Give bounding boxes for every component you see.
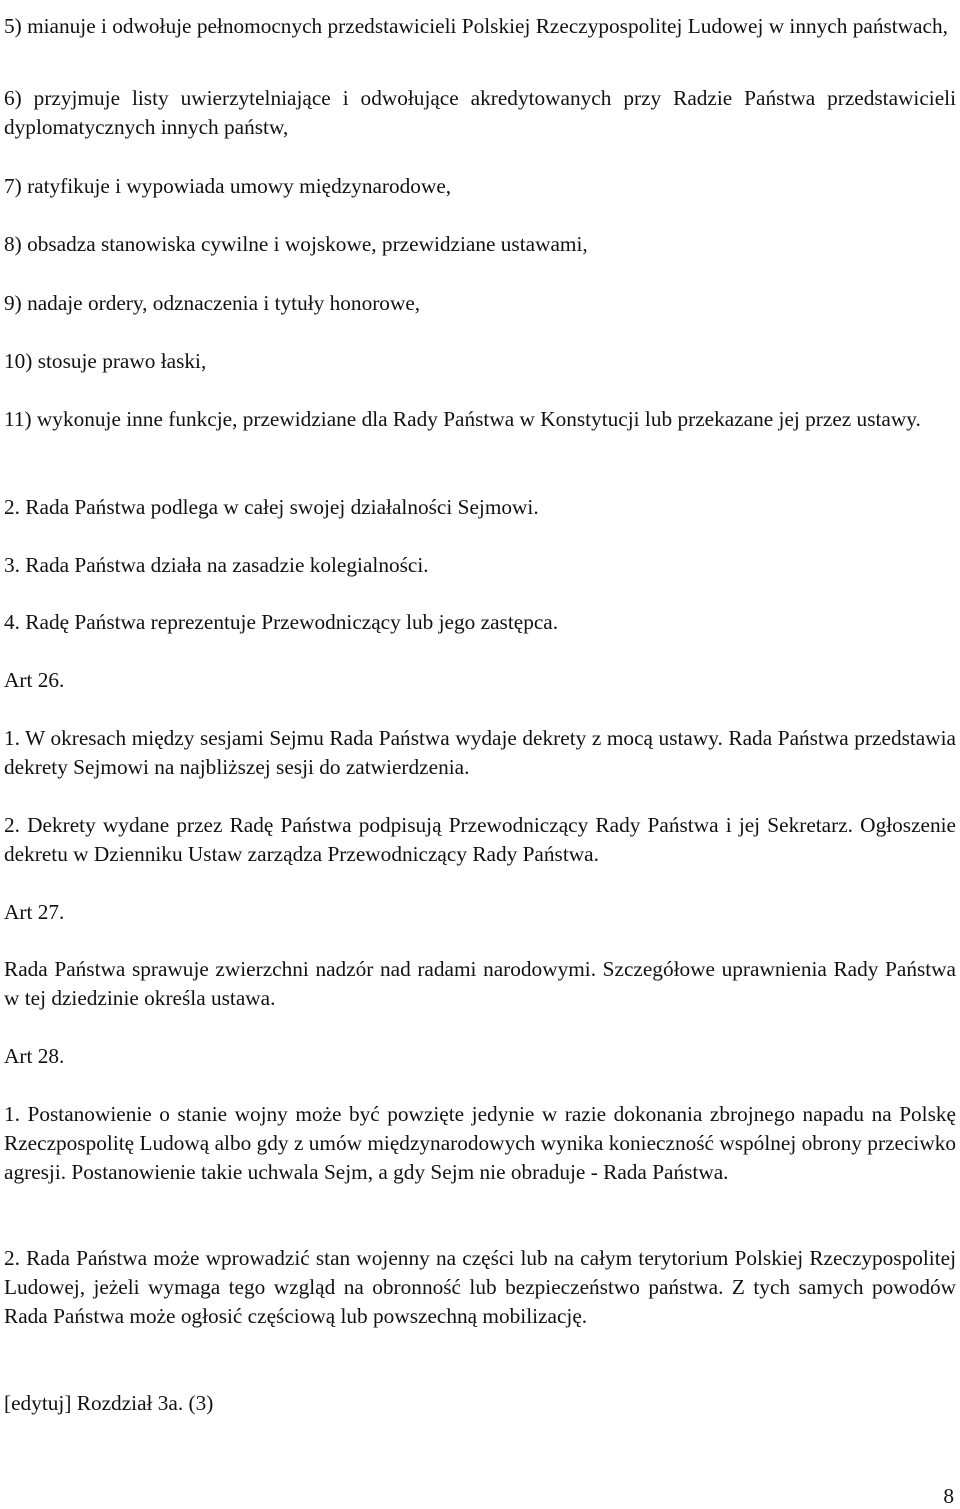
paragraph-section-2: 2. Rada Państwa podlega w całej swojej działalności Sejmowi. <box>4 495 539 519</box>
paragraph-section-4: 4. Radę Państwa reprezentuje Przewodniczący lub jego zastępca. <box>4 610 559 634</box>
paragraph-section-3: 3. Rada Państwa działa na zasadzie kolegialności. <box>4 553 429 577</box>
art28-paragraph-2: 2. Rada Państwa może wprowadzić stan wojenny na części lub na całym terytorium Polskiej Rzeczypospolitej Ludowej, jeżeli wymaga tego wzgląd na obronność lub bezpieczeństwo państwa. Z tych samych powodów Rada Państwa może ogłosić częściową lub powszechną mobilizację. <box>4 1246 956 1328</box>
art26-paragraph-1: 1. W okresach między sesjami Sejmu Rada Państwa wydaje dekrety z mocą ustawy. Rada Państwa przedstawia dekrety Sejmowi na najbliższej sesji do zatwierdzenia. <box>4 726 956 779</box>
art28-paragraph-1: 1. Postanowienie o stanie wojny może być powzięte jedynie w razie dokonania zbrojnego napadu na Polskę Rzeczpospolitę Ludową albo gdy z umów międzynarodowych wynika konieczność wspólnej obrony przeciwko agresji. Postanowienie takie uchwala Sejm, a gdy Sejm nie obraduje - Rada Państwa. <box>4 1102 956 1184</box>
paragraph-item-10: 10) stosuje prawo łaski, <box>4 349 207 373</box>
chapter-edit-heading: [edytuj] Rozdział 3a. (3) <box>4 1391 214 1415</box>
article-heading-26: Art 26. <box>4 668 65 692</box>
article-heading-27: Art 27. <box>4 900 65 924</box>
paragraph-item-5: 5) mianuje i odwołuje pełnomocnych przedstawicieli Polskiej Rzeczypospolitej Ludowej w innych państwach, <box>4 14 948 38</box>
paragraph-item-9: 9) nadaje ordery, odznaczenia i tytuły honorowe, <box>4 291 421 315</box>
art27-paragraph: Rada Państwa sprawuje zwierzchni nadzór nad radami narodowymi. Szczegółowe uprawnienia Rady Państwa w tej dziedzinie określa ustawa. <box>4 957 956 1010</box>
article-heading-28: Art 28. <box>4 1044 65 1068</box>
paragraph-item-6: 6) przyjmuje listy uwierzytelniające i odwołujące akredytowanych przy Radzie Państwa przedstawicieli dyplomatycznych innych państw, <box>4 86 956 139</box>
page-number: 8 <box>943 1484 954 1508</box>
art26-paragraph-2: 2. Dekrety wydane przez Radę Państwa podpisują Przewodniczący Rady Państwa i jej Sekretarz. Ogłoszenie dekretu w Dzienniku Ustaw zarządza Przewodniczący Rady Państwa. <box>4 813 956 866</box>
document-page <box>4 0 956 1509</box>
paragraph-item-8: 8) obsadza stanowiska cywilne i wojskowe, przewidziane ustawami, <box>4 232 588 256</box>
paragraph-item-11: 11) wykonuje inne funkcje, przewidziane dla Rady Państwa w Konstytucji lub przekazane jej przez ustawy. <box>4 407 921 431</box>
paragraph-item-7: 7) ratyfikuje i wypowiada umowy międzynarodowe, <box>4 174 452 198</box>
